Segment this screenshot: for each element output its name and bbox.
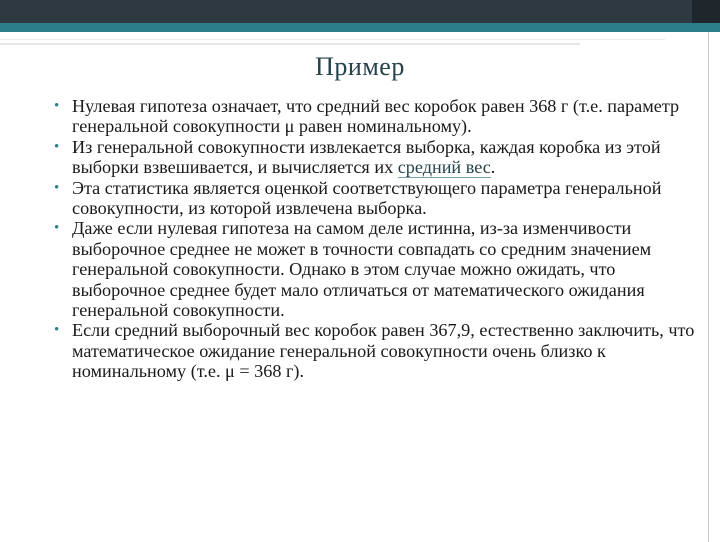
bullet-text: Если средний выборочный вес коробок равен 367,9, естественно заключить, что математическое ожидание генеральной совокупности очень близко к номинальному (т.е. μ = 368 г).	[72, 320, 695, 382]
bullet-item	[48, 137, 698, 178]
decorative-rule-lower	[0, 43, 580, 45]
top-banner	[0, 0, 720, 23]
bullet-text: Даже если нулевая гипотеза на самом деле истинна, из-за изменчивости выборочное среднее не может в точности совпадать со средним значением генеральной совокупности. Однако в этом случае можно ожидать, что выборочное среднее будет мало отличаться от математического ожидания генеральной совокупности.	[72, 218, 652, 321]
top-banner-accent	[692, 0, 720, 23]
decorative-rule-upper	[0, 39, 665, 40]
slide-title: Пример	[315, 52, 405, 81]
teal-accent-line	[0, 23, 720, 32]
bullet-list	[48, 96, 698, 382]
bullet-marker: •	[54, 138, 60, 155]
bullet-item	[48, 96, 698, 137]
bullet-marker: •	[54, 220, 60, 237]
bullet-text-end: .	[490, 157, 496, 178]
highlighted-term: средний вес	[397, 157, 491, 178]
bullet-marker: •	[54, 179, 60, 196]
bullet-item	[48, 178, 698, 219]
right-edge-line	[708, 32, 709, 542]
bullet-item	[48, 218, 698, 320]
bullet-marker: •	[54, 322, 60, 339]
bullet-text: Эта статистика является оценкой соответствующего параметра генеральной совокупности, из которой извлечена выборка.	[72, 177, 662, 219]
bullet-item	[48, 320, 698, 381]
bullet-text: Из генеральной совокупности извлекается выборка, каждая коробка из этой выборки взвешивается, и вычисляется их	[72, 136, 661, 178]
bullet-marker: •	[54, 98, 60, 114]
bullet-text: Нулевая гипотеза означает, что средний вес коробок равен 368 г (т.е. параметр генеральной совокупности μ равен номинальному).	[72, 96, 680, 137]
